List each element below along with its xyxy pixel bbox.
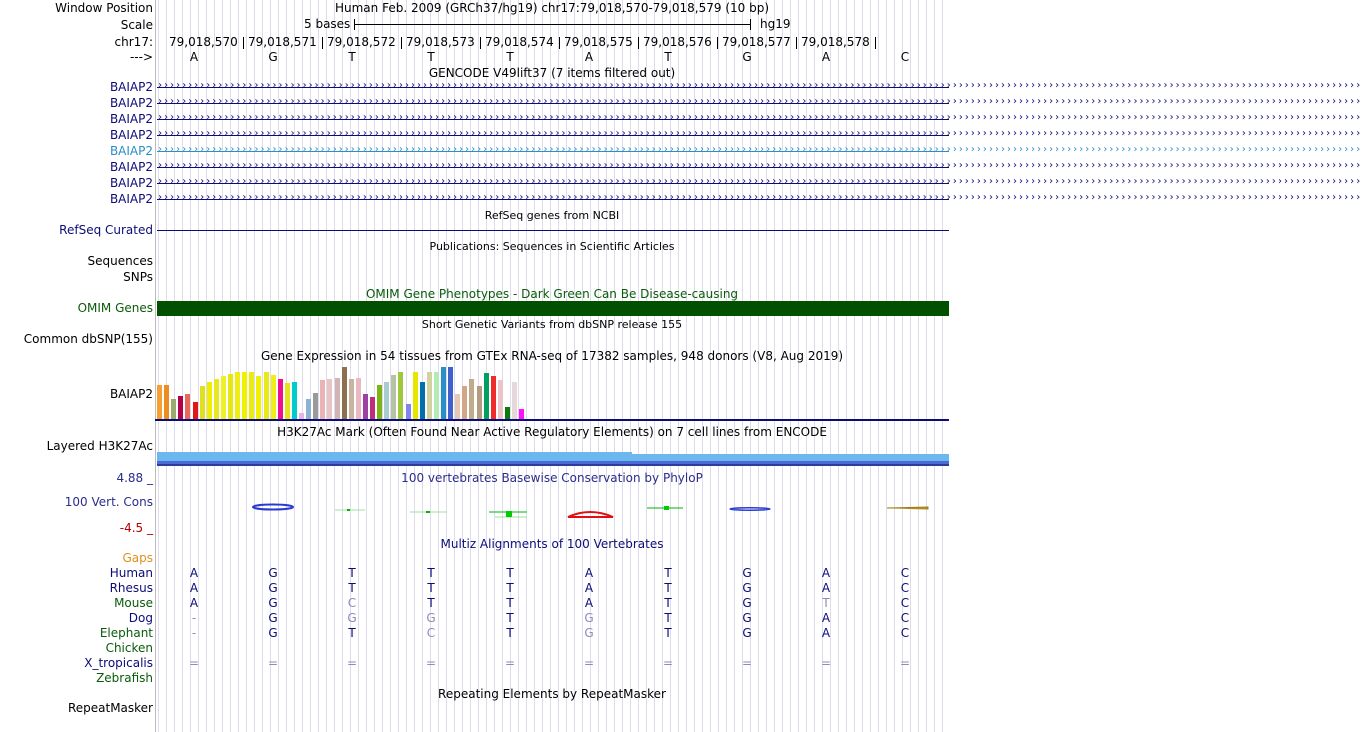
phylop-title: 100 vertebrates Basewise Conservation by PhyloP (401, 471, 703, 485)
gencode-title: GENCODE V49lift37 (7 items filtered out) (428, 66, 676, 80)
grid-line (886, 0, 887, 732)
base-letter: T (427, 50, 435, 64)
strand-chevrons: ›››››››››››››››››››››››››››››››››››››››››››››››››››››››››››››››››››››››››››››››››››››››››››››››››››››››››››››››››››››››››››››››››››››››››››››››››››››››››››››››››››››››››››››››››››››››››››››››››››››››› (157, 192, 1361, 203)
aligned-base: T (664, 581, 672, 595)
grid-line (606, 0, 607, 732)
gtex-tissue-bar[interactable] (193, 402, 198, 419)
refseq-gene-line[interactable] (157, 230, 949, 231)
gtex-tissue-bar[interactable] (292, 382, 297, 419)
gtex-tissue-bar[interactable] (157, 385, 162, 419)
phylop-glyph-13 (887, 507, 928, 509)
repeatmasker-title: Repeating Elements by RepeatMasker (438, 687, 666, 701)
grid-line (790, 0, 791, 732)
gtex-title: Gene Expression in 54 tissues from GTEx RNA-seq of 17382 samples, 948 donors (V8, Aug 2019) (260, 349, 844, 363)
position-value: 79,018,577 (722, 35, 791, 49)
aligned-base: A (821, 566, 831, 580)
aligned-base: - (191, 611, 197, 625)
aligned-base: G (268, 596, 278, 610)
gtex-tissue-bar[interactable] (377, 385, 382, 419)
strand-chevrons: ›››››››››››››››››››››››››››››››››››››››››››››››››››››››››››››››››››››››››››››››››››››››››››››››››››››››››››››››››››››››››››››››››››››››››››››››››››››››››››››››››››››››››››››››››››››››››››››››››››››››› (157, 96, 1361, 107)
position-tick-mark (243, 37, 244, 49)
position-value: 79,018,575 (564, 35, 633, 49)
gtex-tissue-bar[interactable] (249, 372, 254, 419)
gencode-item-label[interactable]: BAIAP2 (109, 80, 153, 94)
grid-line (934, 0, 935, 732)
gtex-tissue-bar[interactable] (242, 372, 247, 419)
gencode-item-label[interactable]: BAIAP2 (109, 96, 153, 110)
grid-line (558, 0, 559, 732)
gtex-tissue-bar[interactable] (313, 393, 318, 419)
phylop-glyph-3 (347, 509, 350, 511)
gencode-transcript[interactable] (157, 176, 1361, 189)
gtex-tissue-bar[interactable] (519, 409, 524, 419)
aligned-base: G (268, 611, 278, 625)
position-value: 79,018,574 (485, 35, 554, 49)
position-tick (801, 35, 876, 49)
window-position-label: Window Position (55, 1, 153, 15)
gencode-item-label[interactable]: BAIAP2 (109, 176, 153, 190)
phylop-glyph-5 (426, 511, 430, 513)
gtex-tissue-bar[interactable] (363, 394, 368, 419)
gtex-tissue-bar[interactable] (512, 382, 517, 419)
gtex-tissue-bar[interactable] (462, 386, 467, 419)
aligned-base: G (584, 626, 594, 640)
aligned-base: T (664, 566, 672, 580)
aligned-base: C (900, 611, 910, 625)
base-letter: A (821, 50, 831, 64)
aligned-base: T (427, 596, 435, 610)
aligned-base: T (427, 581, 435, 595)
strand-label: ---> (129, 50, 153, 64)
position-tick-mark (322, 37, 323, 49)
gencode-item-label[interactable]: BAIAP2 (109, 112, 153, 126)
base-letter: G (268, 50, 278, 64)
position-value: 79,018,576 (643, 35, 712, 49)
aligned-base: T (664, 626, 672, 640)
gtex-tissue-bar[interactable] (185, 394, 190, 419)
gtex-tissue-bar[interactable] (413, 372, 418, 419)
gtex-tissue-bar[interactable] (370, 397, 375, 419)
gtex-tissue-bar[interactable] (256, 376, 261, 419)
gtex-tissue-bar[interactable] (434, 372, 439, 419)
base-letter: T (664, 50, 672, 64)
omim-title: OMIM Gene Phenotypes - Dark Green Can Be Disease-causing (365, 287, 739, 301)
aligned-base: C (900, 596, 910, 610)
aligned-base: = (346, 656, 358, 670)
position-value: 79,018,570 (169, 35, 238, 49)
phylop-min-label: -4.5 _ (119, 521, 153, 535)
gtex-tissue-bar[interactable] (171, 399, 176, 419)
scale-bar-right-tick (750, 19, 751, 30)
position-tick (327, 35, 402, 49)
base-letter: C (900, 50, 910, 64)
strand-chevrons: ›››››››››››››››››››››››››››››››››››››››››››››››››››››››››››››››››››››››››››››››››››››››››››››››››››››››››››››››››››››››››››››››››››››››››››››››››››››››››››››››››››››››››››››››››››››››››››››››››››››››› (157, 144, 1361, 155)
aligned-base: G (742, 611, 752, 625)
gtex-tissue-bar[interactable] (356, 378, 361, 419)
gencode-transcript[interactable] (157, 128, 1361, 141)
aligned-base: T (506, 596, 514, 610)
grid-line (646, 0, 647, 732)
phylop-glyph-12 (730, 508, 770, 510)
base-letter: A (584, 50, 594, 64)
grid-line (854, 0, 855, 732)
phylop-label[interactable]: 100 Vert. Cons (64, 495, 153, 509)
position-tick (564, 35, 639, 49)
h3k27ac-signal-a[interactable] (157, 452, 632, 461)
aligned-base: T (664, 596, 672, 610)
aligned-base: T (348, 626, 356, 640)
gtex-tissue-bar[interactable] (491, 376, 496, 419)
gtex-tissue-bar[interactable] (306, 399, 311, 419)
position-value: 79,018,578 (801, 35, 870, 49)
gtex-tissue-bar[interactable] (200, 386, 205, 419)
aligned-base: = (662, 656, 674, 670)
aligned-base: A (584, 566, 594, 580)
aligned-base: G (742, 566, 752, 580)
strand-chevrons: ›››››››››››››››››››››››››››››››››››››››››››››››››››››››››››››››››››››››››››››››››››››››››››››››››››››››››››››››››››››››››››››››››››››››››››››››››››››››››››››››››››››››››››››››››››››››››››››››››››››››› (157, 80, 1361, 91)
aligned-base: T (506, 626, 514, 640)
position-tick-mark (717, 37, 718, 49)
gtex-tissue-bar[interactable] (320, 380, 325, 419)
grid-line (846, 0, 847, 732)
aligned-base: = (425, 656, 437, 670)
grid-line (798, 0, 799, 732)
position-tick (169, 35, 244, 49)
grid-line (774, 0, 775, 732)
aligned-base: A (189, 581, 199, 595)
gtex-tissue-bar[interactable] (335, 378, 340, 419)
aligned-base: = (504, 656, 516, 670)
dbsnp-label[interactable]: Common dbSNP(155) (23, 332, 153, 346)
gtex-tissue-bar[interactable] (235, 372, 240, 419)
scale-bar (354, 24, 751, 25)
grid-line (806, 0, 807, 732)
species-label[interactable]: Elephant (99, 626, 153, 640)
gtex-tissue-bar[interactable] (477, 386, 482, 419)
grid-line (574, 0, 575, 732)
grid-line (566, 0, 567, 732)
grid-line (630, 0, 631, 732)
aligned-base: = (741, 656, 753, 670)
grid-line (782, 0, 783, 732)
species-label[interactable]: Rhesus (109, 581, 153, 595)
sequences-label[interactable]: Sequences (87, 254, 153, 268)
base-letter: G (742, 50, 752, 64)
gtex-tissue-bar[interactable] (342, 367, 347, 419)
position-tick-mark (401, 37, 402, 49)
aligned-base: G (742, 581, 752, 595)
grid-line (726, 0, 727, 732)
gtex-tissue-bar[interactable] (441, 367, 446, 419)
grid-line (838, 0, 839, 732)
position-tick (406, 35, 481, 49)
gtex-tissue-bar[interactable] (271, 375, 276, 419)
grid-line (678, 0, 679, 732)
position-tick (722, 35, 797, 49)
chrom-label: chr17: (114, 35, 153, 49)
aligned-base: A (189, 566, 199, 580)
aligned-base: T (506, 611, 514, 625)
gtex-tissue-bar[interactable] (427, 372, 432, 419)
grid-line (766, 0, 767, 732)
phylop-max-label: 4.88 _ (116, 471, 153, 485)
h3k27ac-title: H3K27Ac Mark (Often Found Near Active Regulatory Elements) on 7 cell lines from ENCODE (277, 425, 827, 439)
aligned-base: - (191, 626, 197, 640)
species-label[interactable]: X_tropicalis (84, 656, 153, 670)
aligned-base: C (900, 581, 910, 595)
aligned-base: T (427, 566, 435, 580)
aligned-base: G (268, 566, 278, 580)
refseq-label[interactable]: RefSeq Curated (59, 223, 153, 237)
gtex-gene-label[interactable]: BAIAP2 (109, 387, 153, 401)
position-tick-mark (559, 37, 560, 49)
gtex-tissue-bar[interactable] (349, 379, 354, 419)
gtex-tissue-bar[interactable] (278, 379, 283, 419)
aligned-base: T (506, 566, 514, 580)
aligned-base: G (742, 626, 752, 640)
phylop-glyphs[interactable] (155, 500, 950, 520)
snps-label[interactable]: SNPs (123, 270, 153, 284)
position-tick-mark (875, 37, 876, 49)
aligned-base: T (348, 566, 356, 580)
gtex-tissue-bar[interactable] (164, 385, 169, 419)
repeatmasker-label[interactable]: RepeatMasker (67, 701, 153, 715)
aligned-base: A (584, 581, 594, 595)
aligned-base: G (426, 611, 436, 625)
species-label[interactable]: Mouse (114, 596, 153, 610)
position-tick (643, 35, 718, 49)
gtex-tissue-bar[interactable] (384, 382, 389, 419)
position-tick-mark (480, 37, 481, 49)
gencode-item-label[interactable]: BAIAP2 (109, 192, 153, 206)
aligned-base: G (268, 626, 278, 640)
aligned-base: = (899, 656, 911, 670)
gtex-tissue-bar[interactable] (221, 376, 226, 419)
grid-line (694, 0, 695, 732)
position-value: 79,018,571 (248, 35, 317, 49)
gtex-tissue-bar[interactable] (391, 375, 396, 419)
gencode-transcript[interactable] (157, 144, 1361, 157)
grid-line (542, 0, 543, 732)
species-label[interactable]: Human (109, 566, 153, 580)
gtex-tissue-bar[interactable] (264, 372, 269, 419)
assembly-label: hg19 (760, 17, 791, 31)
aligned-base: G (268, 581, 278, 595)
aligned-base: A (821, 581, 831, 595)
gtex-tissue-bar[interactable] (455, 394, 460, 419)
species-label[interactable]: Chicken (105, 641, 153, 655)
strand-chevrons: ›››››››››››››››››››››››››››››››››››››››››››››››››››››››››››››››››››››››››››››››››››››››››››››››››››››››››››››››››››››››››››››››››››››››››››››››››››››››››››››››››››››››››››››››››››››››››››››››››››››››› (157, 112, 1361, 123)
position-tick (248, 35, 323, 49)
aligned-base: = (820, 656, 832, 670)
aligned-base: T (822, 596, 830, 610)
strand-chevrons: ›››››››››››››››››››››››››››››››››››››››››››››››››››››››››››››››››››››››››››››››››››››››››››››››››››››››››››››››››››››››››››››››››››››››››››››››››››››››››››››››››››››››››››››››››››››››››››››››››››››››› (157, 128, 1361, 139)
grid-line (918, 0, 919, 732)
species-label[interactable]: Dog (128, 611, 153, 625)
scale-label: Scale (120, 18, 153, 32)
aligned-base: T (506, 581, 514, 595)
grid-line (638, 0, 639, 732)
phylop-glyph-8 (506, 511, 512, 517)
label-divider (155, 0, 156, 732)
grid-line (878, 0, 879, 732)
position-tick-mark (638, 37, 639, 49)
gaps-label[interactable]: Gaps (122, 551, 153, 565)
aligned-base: A (821, 626, 831, 640)
gtex-tissue-bar[interactable] (178, 396, 183, 419)
aligned-base: A (821, 611, 831, 625)
gtex-tissue-bar[interactable] (214, 379, 219, 419)
dbsnp-title: Short Genetic Variants from dbSNP release 155 (421, 318, 683, 331)
multiz-title: Multiz Alignments of 100 Vertebrates (440, 537, 664, 551)
gtex-tissue-bar[interactable] (420, 382, 425, 419)
gtex-tissue-bar[interactable] (505, 407, 510, 419)
aligned-base: = (188, 656, 200, 670)
position-value: 79,018,572 (327, 35, 396, 49)
grid-line (654, 0, 655, 732)
omim-label[interactable]: OMIM Genes (77, 301, 153, 315)
aligned-base: T (348, 581, 356, 595)
window-title: Human Feb. 2009 (GRCh37/hg19) chr17:79,018,570-79,018,579 (10 bp) (334, 1, 770, 15)
grid-line (926, 0, 927, 732)
position-tick (485, 35, 560, 49)
phylop-glyph-1 (253, 505, 293, 510)
aligned-base: C (347, 596, 357, 610)
h3k27ac-label[interactable]: Layered H3K27Ac (46, 439, 153, 453)
position-tick-mark (796, 37, 797, 49)
strand-chevrons: ›››››››››››››››››››››››››››››››››››››››››››››››››››››››››››››››››››››››››››››››››››››››››››››››››››››››››››››››››››››››››››››››››››››››››››››››››››››››››››››››››››››››››››››››››››››››››››››››››››››››› (157, 160, 1361, 171)
grid-line (734, 0, 735, 732)
gtex-tissue-bar[interactable] (228, 374, 233, 419)
grid-line (710, 0, 711, 732)
gtex-tissue-bar[interactable] (498, 380, 503, 419)
grid-line (614, 0, 615, 732)
gencode-transcript[interactable] (157, 96, 1361, 109)
gtex-tissue-bar[interactable] (406, 404, 411, 419)
gtex-tissue-bar[interactable] (207, 382, 212, 419)
aligned-base: A (189, 596, 199, 610)
gtex-tissue-bar[interactable] (398, 372, 403, 419)
phylop-glyph-9 (568, 512, 613, 517)
species-label[interactable]: Zebrafish (96, 671, 153, 685)
aligned-base: G (742, 596, 752, 610)
aligned-base: = (267, 656, 279, 670)
grid-line (718, 0, 719, 732)
gencode-transcript[interactable] (157, 192, 1361, 205)
gencode-transcript[interactable] (157, 80, 1361, 93)
aligned-base: G (584, 611, 594, 625)
publications-title: Publications: Sequences in Scientific Articles (429, 240, 675, 253)
aligned-base: G (347, 611, 357, 625)
h3k27ac-signal-b[interactable] (632, 454, 949, 461)
grid-line (870, 0, 871, 732)
omim-phenotype-bar[interactable] (157, 301, 949, 316)
scale-bases: 5 bases (304, 17, 351, 31)
gencode-item-label[interactable]: BAIAP2 (109, 160, 153, 174)
aligned-base: C (900, 626, 910, 640)
base-letter: A (189, 50, 199, 64)
aligned-base: C (900, 566, 910, 580)
phylop-glyph-11 (664, 506, 669, 510)
grid-line (862, 0, 863, 732)
aligned-base: T (664, 611, 672, 625)
gtex-tissue-bar[interactable] (484, 373, 489, 419)
base-letter: T (348, 50, 356, 64)
gtex-tissue-bar[interactable] (327, 379, 332, 419)
position-value: 79,018,573 (406, 35, 475, 49)
grid-line (686, 0, 687, 732)
gtex-tissue-bar[interactable] (469, 379, 474, 419)
gencode-item-label[interactable]: BAIAP2 (109, 128, 153, 142)
strand-chevrons: ›››››››››››››››››››››››››››››››››››››››››››››››››››››››››››››››››››››››››››››››››››››››››››››››››››››››››››››››››››››››››››››››››››››››››››››››››››››››››››››››››››››››››››››››››››››››››››››››››››››››› (157, 176, 1361, 187)
grid-line (758, 0, 759, 732)
gencode-transcript[interactable] (157, 160, 1361, 173)
gencode-item-label[interactable]: BAIAP2 (109, 144, 153, 158)
refseq-title: RefSeq genes from NCBI (484, 209, 620, 222)
grid-line (942, 0, 943, 732)
aligned-base: A (584, 596, 594, 610)
gtex-tissue-bar[interactable] (448, 367, 453, 419)
aligned-base: C (426, 626, 436, 640)
grid-line (702, 0, 703, 732)
gtex-baseline (155, 419, 949, 421)
scale-bar-left-tick (354, 19, 355, 30)
grid-line (814, 0, 815, 732)
grid-line (550, 0, 551, 732)
gencode-transcript[interactable] (157, 112, 1361, 125)
base-letter: T (506, 50, 514, 64)
h3k27ac-layer-3[interactable] (157, 464, 949, 466)
grid-line (622, 0, 623, 732)
gtex-expression-chart[interactable] (157, 364, 537, 419)
gtex-tissue-bar[interactable] (285, 383, 290, 419)
aligned-base: = (583, 656, 595, 670)
